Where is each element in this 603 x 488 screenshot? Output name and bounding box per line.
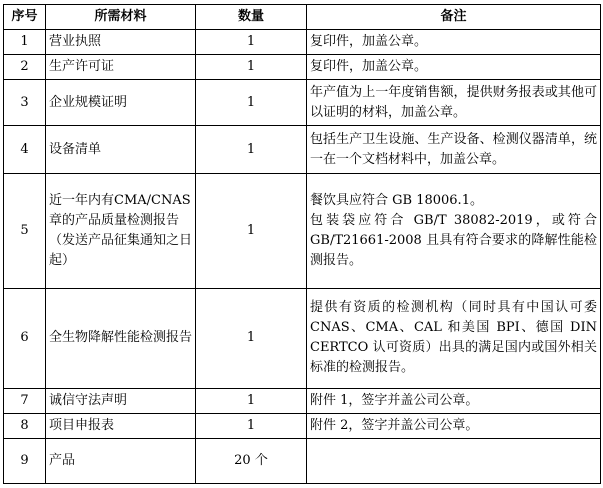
table-row (4, 438, 601, 483)
row-quantity: 1 (196, 174, 307, 288)
header-quantity: 数量 (196, 5, 307, 30)
row-index: 8 (4, 413, 46, 438)
row-material: 产品 (46, 438, 196, 483)
row-material: 营业执照 (46, 30, 196, 55)
row-note (307, 288, 601, 388)
row-note (307, 126, 601, 174)
table-row (4, 30, 601, 55)
row-note (307, 438, 601, 483)
row-note (307, 174, 601, 288)
row-index: 6 (4, 288, 46, 388)
row-note (307, 80, 601, 126)
row-index: 4 (4, 126, 46, 174)
row-material: 设备清单 (46, 126, 196, 174)
note-line: 包装袋应符合 GB/T 38082-2019，或符合GB/T21661-2008 且具有符合要求的降解性能检测报告。 (310, 212, 597, 268)
row-index: 7 (4, 388, 46, 413)
note-line: 附件 2，签字并盖公司公章。 (310, 417, 479, 433)
table-row (4, 55, 601, 80)
note-line: 包括生产卫生设施、生产设备、检测仪器清单，统一在一个文档材料中，加盖公章。 (310, 131, 597, 167)
row-quantity: 1 (196, 413, 307, 438)
note-line: 年产值为上一年度销售额，提供财务报表或其他可以证明的材料，加盖公章。 (310, 84, 597, 120)
row-note (307, 388, 601, 413)
row-index: 5 (4, 174, 46, 288)
row-quantity: 1 (196, 80, 307, 126)
row-note (307, 55, 601, 80)
table-row (4, 80, 601, 126)
row-note (307, 413, 601, 438)
row-quantity: 1 (196, 30, 307, 55)
note-line: 复印件，加盖公章。 (310, 59, 428, 75)
header-index: 序号 (4, 5, 46, 30)
row-quantity: 1 (196, 126, 307, 174)
header-note: 备注 (307, 5, 601, 30)
row-material: 近一年内有CMA/CNAS 章的产品质量检测报告（发送产品征集通知之日起） (46, 174, 196, 288)
requirements-table (3, 4, 601, 484)
table-row (4, 126, 601, 174)
row-material: 全生物降解性能检测报告 (46, 288, 196, 388)
row-material: 企业规模证明 (46, 80, 196, 126)
row-material: 项目申报表 (46, 413, 196, 438)
note-line: 餐饮具应符合 GB 18006.1。 (310, 192, 483, 208)
row-quantity: 1 (196, 388, 307, 413)
row-note (307, 30, 601, 55)
row-index: 1 (4, 30, 46, 55)
note-line: 附件 1，签字并盖公司公章。 (310, 392, 479, 408)
table-row (4, 288, 601, 388)
header-material: 所需材料 (46, 5, 196, 30)
row-index: 9 (4, 438, 46, 483)
row-quantity: 1 (196, 288, 307, 388)
table-row (4, 174, 601, 288)
table-row (4, 413, 601, 438)
note-line: 提供有资质的检测机构（同时具有中国认可委 CNAS、CMA、CAL 和美国 BPI、德国 DIN CERTCO 认可资质）出具的满足国内或国外相关标准的检测报告。 (310, 300, 597, 376)
header-row (4, 5, 601, 30)
row-quantity: 1 (196, 55, 307, 80)
row-material: 诚信守法声明 (46, 388, 196, 413)
row-index: 2 (4, 55, 46, 80)
row-index: 3 (4, 80, 46, 126)
row-quantity: 20 个 (196, 438, 307, 483)
table-row (4, 388, 601, 413)
row-material: 生产许可证 (46, 55, 196, 80)
note-line: 复印件，加盖公章。 (310, 34, 428, 50)
